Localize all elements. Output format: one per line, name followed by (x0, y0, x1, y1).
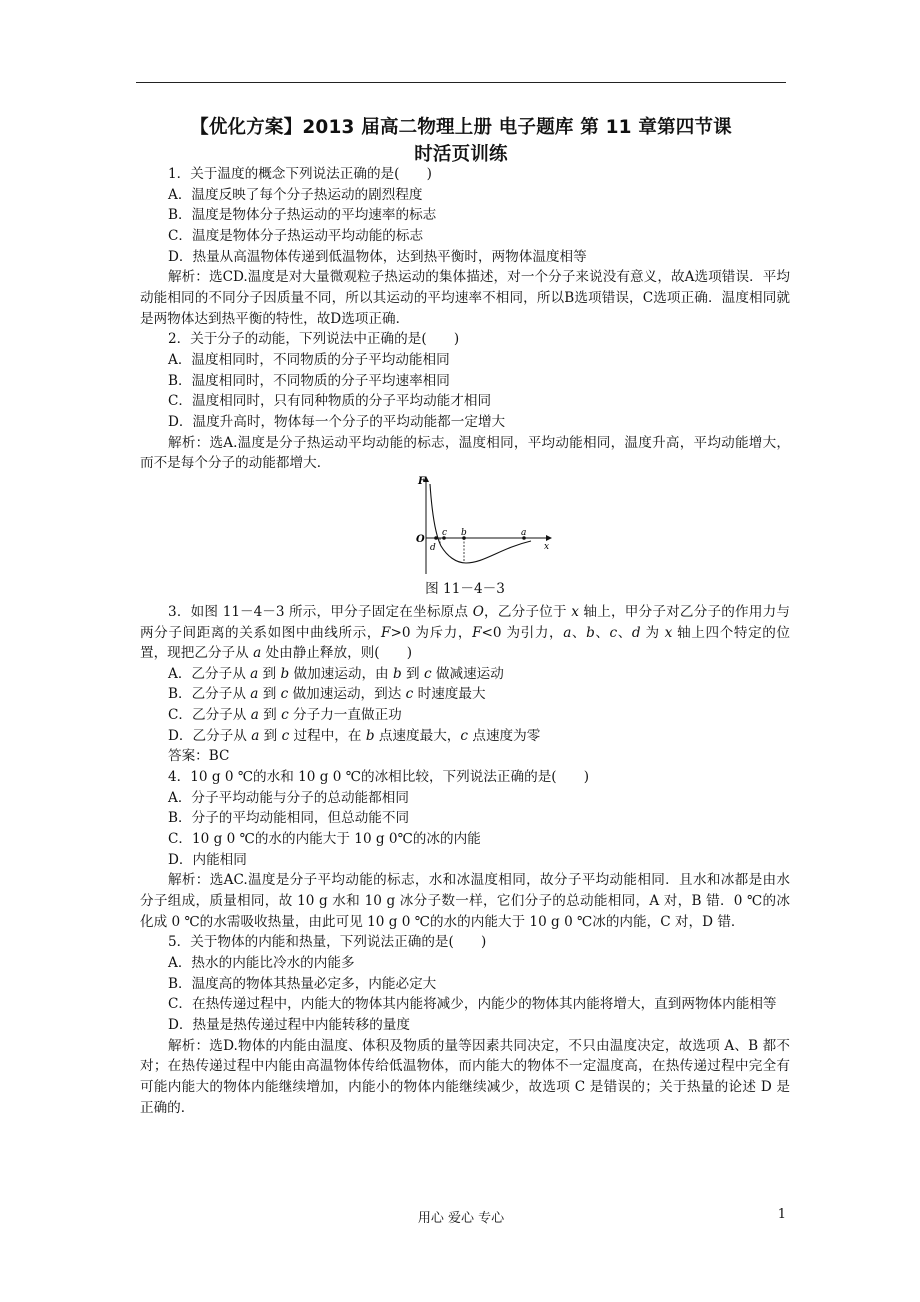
q2-option-b: B．温度相同时，不同物质的分子平均速率相同 (168, 372, 450, 389)
footer-slogan: 用心 爱心 专心 (417, 1211, 505, 1226)
q3-option-b: B．乙分子从 a 到 c 做加速运动，到达 c 时速度最大 (168, 686, 486, 703)
label-b: b (461, 527, 467, 538)
header-rule (136, 82, 786, 83)
force-curve (430, 484, 531, 563)
q3-option-c: C．乙分子从 a 到 c 分子力一直做正功 (168, 707, 402, 724)
label-c: c (442, 527, 448, 538)
q4-option-d: D．内能相同 (168, 851, 247, 868)
q2-option-c: C．温度相同时，只有同种物质的分子平均动能才相同 (168, 393, 492, 410)
figure-caption: 图 11－4－3 (425, 580, 505, 597)
document-title (136, 114, 786, 168)
q2-stem: 2．关于分子的动能，下列说法中正确的是( ) (168, 331, 460, 348)
q1-option-b: B．温度是物体分子热运动的平均速率的标志 (168, 207, 437, 224)
q5-stem: 5．关于物体的内能和热量，下列说法正确的是( ) (168, 934, 487, 951)
q4-option-c: C．10 g 0 ℃的水的内能大于 10 g 0℃的冰的内能 (168, 831, 481, 848)
q5-option-d: D．热量是热传递过程中内能转移的量度 (168, 1016, 410, 1033)
q1-stem: 1．关于温度的概念下列说法正确的是( ) (168, 166, 432, 182)
label-a: a (521, 527, 527, 538)
page-number: 1 (777, 1207, 786, 1222)
q3-stem: 3．如图 11－4－3 所示，甲分子固定在坐标原点 O，乙分子位于 x 轴上，甲分子对乙分子的作用力与两分子间距离的关系如图中曲线所示，F>0 为斥力，F<0 为引力，a、b、c、d 为 x 轴上四个特定的位置，现把乙分子从 a 处由静止释放，则( ) (140, 603, 791, 662)
q2-option-d: D．温度升高时，物体每一个分子的平均动能都一定增大 (168, 413, 506, 430)
q5-option-c: C．在热传递过程中，内能大的物体其内能将减少，内能少的物体其内能将增大，直到两物体内能相等 (168, 996, 777, 1013)
q2-option-a: A．温度相同时，不同物质的分子平均动能相同 (168, 351, 450, 368)
document-body (140, 164, 790, 1118)
label-d: d (430, 542, 436, 553)
label-o: O (416, 533, 425, 545)
figure-11-4-3 (140, 474, 790, 602)
title-line-2: 时活页训练 (414, 144, 508, 165)
label-x: x (544, 541, 550, 552)
force-distance-graph (406, 474, 556, 582)
q3-option-d: D．乙分子从 a 到 c 过程中，在 b 点速度最大，c 点速度为零 (168, 727, 541, 744)
q5-option-a: A．热水的内能比冷水的内能多 (168, 955, 355, 971)
q4-stem: 4．10 g 0 ℃的水和 10 g 0 ℃的冰相比较，下列说法正确的是( ) (168, 769, 590, 786)
q3-option-a: A．乙分子从 a 到 b 做加速运动，由 b 到 c 做减速运动 (168, 665, 504, 682)
q1-option-d: D．热量从高温物体传递到低温物体，达到热平衡时，两物体温度相等 (168, 248, 587, 265)
label-f: F (418, 475, 426, 487)
q1-option-c: C．温度是物体分子热运动平均动能的标志 (168, 227, 424, 244)
q4-analysis: 解析：选AC.温度是分子平均动能的标志，水和冰温度相同，故分子平均动能相同．且水和冰都是由水分子组成，质量相同，故 10 g 水和 10 g 冰分子数一样，它们分子的总动能相同，A 对，B 错．0 ℃的冰化成 0 ℃的水需吸收热量，由此可见 10 g 0 ℃的水的内能大于 10 g 0 ℃冰的内能，C 对，D 错． (140, 872, 790, 930)
q4-option-b: B．分子的平均动能相同，但总动能不同 (168, 810, 410, 827)
q5-analysis: 解析：选D.物体的内能由温度、体积及物质的量等因素共同决定，不只由温度决定，故选项 A、B 都不对；在热传递过程中内能由高温物体传给低温物体，而内能大的物体不一定温度高，在热传递过程中完全有可能内能大的物体内能继续增加，内能小的物体内能继续减少，故选项 C 是错误的；关于热量的论述 D 是正确的． (140, 1037, 790, 1116)
q1-option-a: A．温度反映了每个分子热运动的剧烈程度 (168, 186, 423, 203)
q1-analysis: 解析：选CD.温度是对大量微观粒子热运动的集体描述，对一个分子来说没有意义，故A选项错误．平均动能相同的不同分子因质量不同，所以其运动的平均速率不相同，所以B选项错误，C选项正确．温度相同就是两物体达到热平衡的特性，故D选项正确． (140, 269, 790, 327)
q2-analysis: 解析：选A.温度是分子热运动平均动能的标志，温度相同，平均动能相同，温度升高，平均动能增大，而不是每个分子的动能都增大． (140, 434, 790, 472)
q5-option-b: B．温度高的物体其热量必定多，内能必定大 (168, 975, 437, 992)
q4-option-a: A．分子平均动能与分子的总动能都相同 (168, 789, 409, 806)
title-line-1: 【优化方案】2013 届高二物理上册 电子题库 第 11 章第四节课 (190, 117, 732, 138)
q3-answer: 答案：BC (168, 748, 230, 765)
point-d (434, 536, 438, 540)
x-axis-arrow-icon (546, 535, 552, 541)
